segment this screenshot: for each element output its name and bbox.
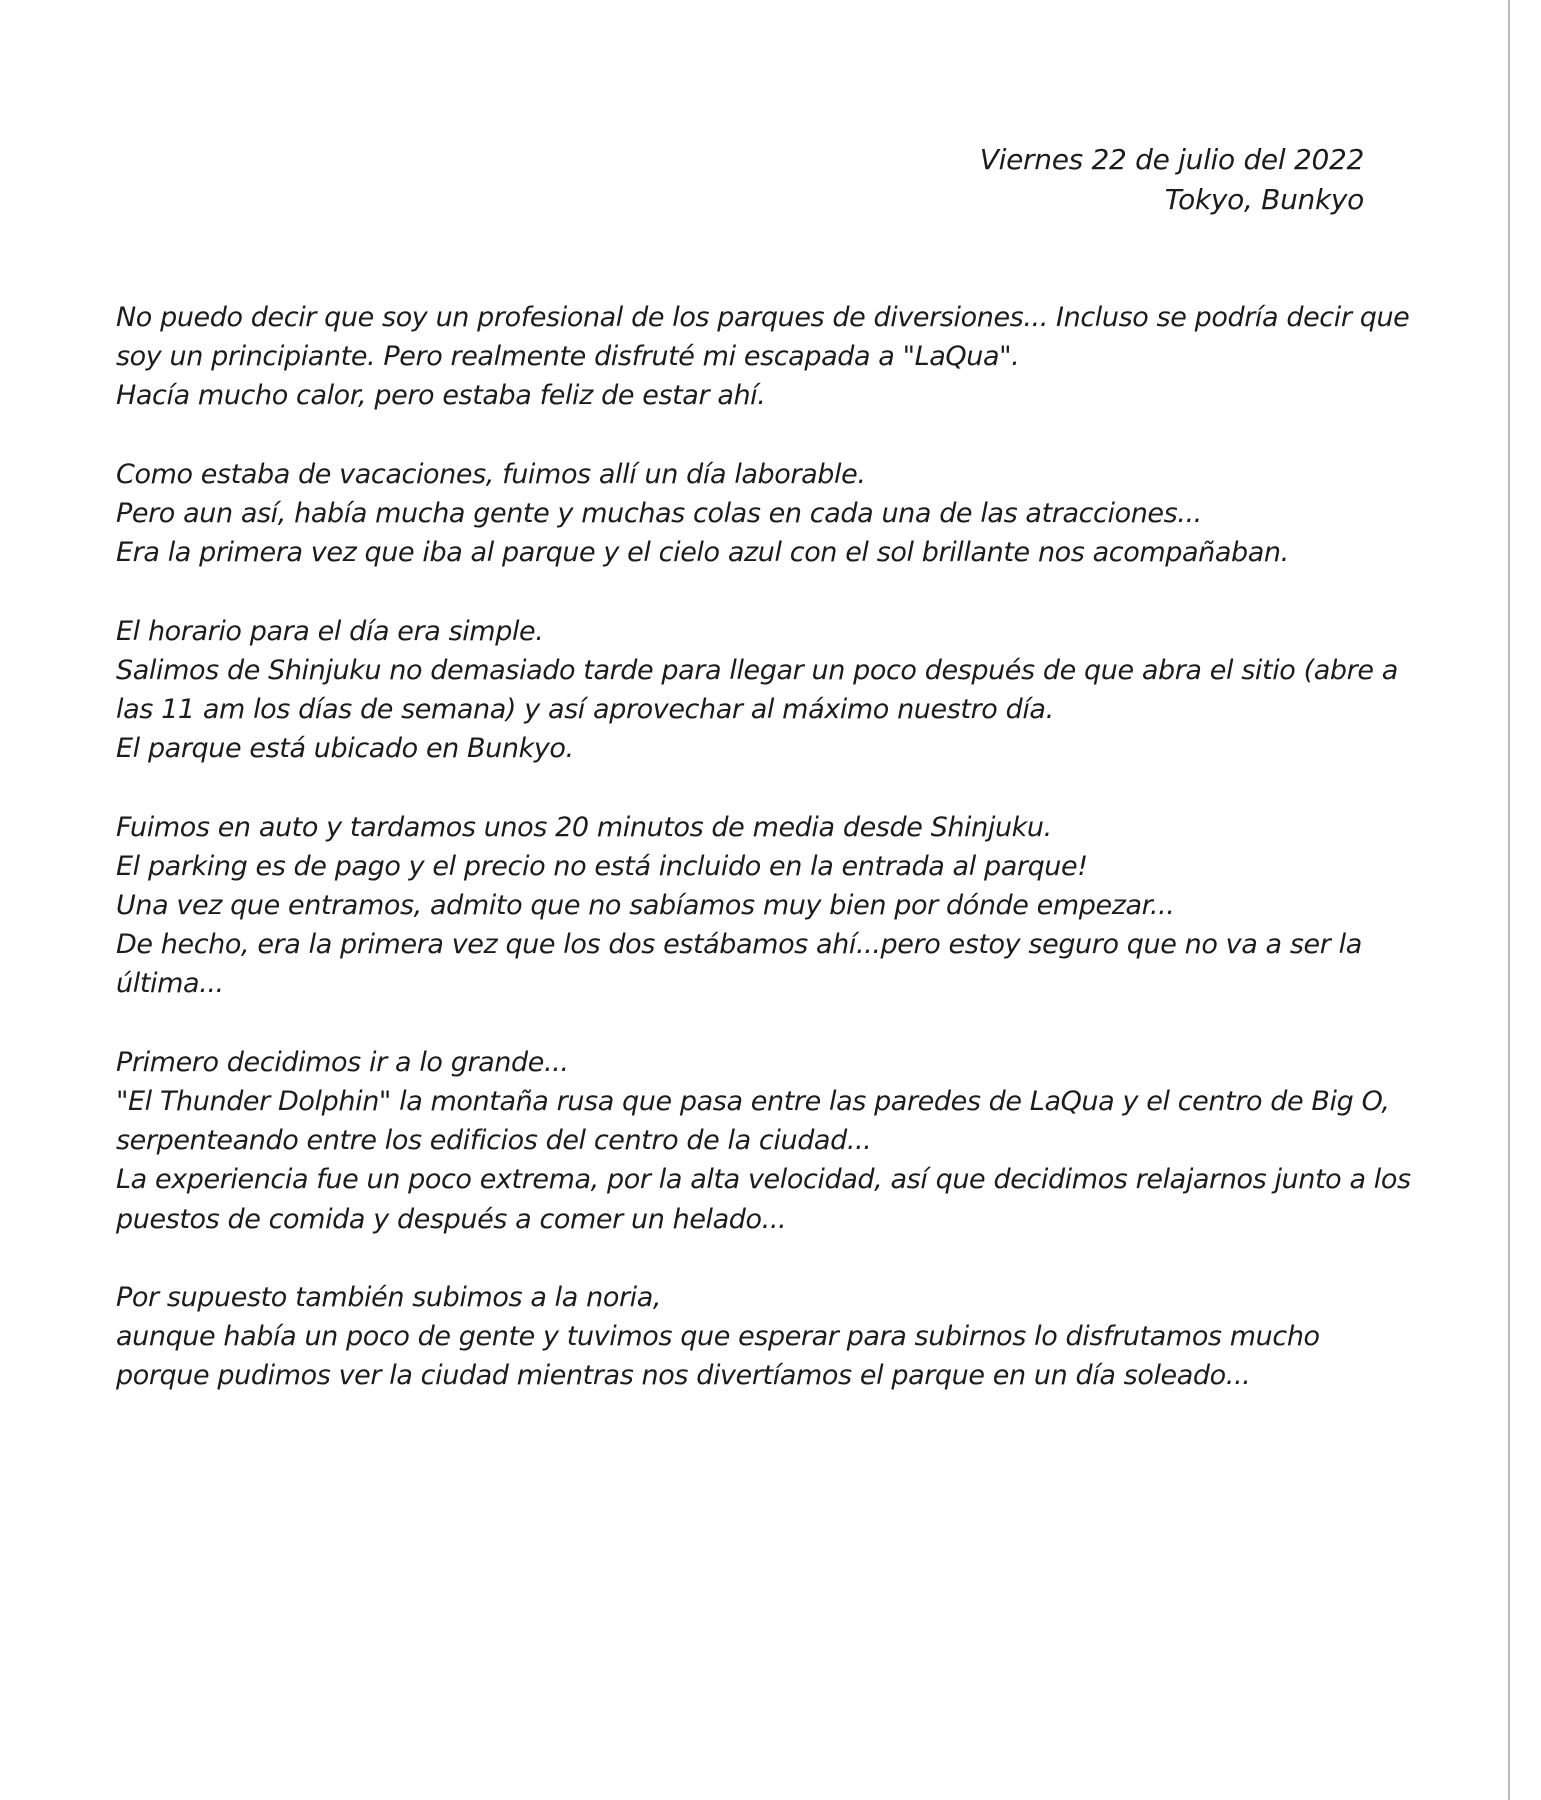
letter-header [980,140,1364,220]
text-line: porque pudimos ver la ciudad mientras nos divertíamos el parque en un día soleado... [116,1360,1251,1392]
text-line: Salimos de Shinjuku no demasiado tarde para llegar un poco después de que abra el sitio (abre a [116,654,1398,686]
paragraph-4 [116,808,1416,1004]
text-line: El parque está ubicado en Bunkyo. [116,733,574,765]
text-line: Primero decidimos ir a lo grande... [116,1046,569,1078]
text-line: Una vez que entramos, admito que no sabíamos muy bien por dónde empezar... [116,890,1175,921]
text-line: Fuimos en auto y tardamos unos 20 minutos de media desde Shinjuku. [116,811,1052,843]
paragraph-5 [116,1043,1416,1239]
text-line: El horario para el día era simple. [116,615,544,647]
text-line: última... [116,968,224,1000]
text-line: puestos de comida y después a comer un helado... [116,1203,787,1235]
text-line: La experiencia fue un poco extrema, por la alta velocidad, así que decidimos relajarnos junto a los [116,1164,1411,1196]
letter-body [116,298,1416,1435]
text-line: Como estaba de vacaciones, fuimos allí un día laborable. [116,458,866,490]
text-line: aunque había un poco de gente y tuvimos que esperar para subirnos lo disfrutamos mucho [116,1321,1320,1353]
text-line: serpenteando entre los edificios del centro de la ciudad... [116,1125,872,1157]
text-line: soy un principiante. Pero realmente disfruté mi escapada a "LaQua". [116,341,1020,373]
text-line: No puedo decir que soy un profesional de los parques de diversiones... Incluso se podría decir que [116,302,1410,333]
text-line: Por supuesto también subimos a la noria, [116,1282,662,1313]
paragraph-3 [116,612,1416,769]
text-line: El parking es de pago y el precio no está incluido en la entrada al parque! [116,850,1088,882]
text-line: las 11 am los días de semana) y así aprovechar al máximo nuestro día. [116,694,1054,725]
paragraph-6 [116,1278,1416,1396]
text-line: Era la primera vez que iba al parque y el cielo azul con el sol brillante nos acompañaban. [116,537,1289,569]
letter-date: Viernes 22 de julio del 2022 [979,143,1364,176]
text-line: De hecho, era la primera vez que los dos estábamos ahí...pero estoy seguro que no va a ser la [116,929,1362,961]
page-margin [1510,0,1541,1800]
paragraph-1 [116,298,1416,416]
letter-location: Tokyo, Bunkyo [1164,183,1364,216]
text-line: Hacía mucho calor, pero estaba feliz de estar ahí. [116,380,766,412]
text-line: Pero aun así, había mucha gente y muchas colas en cada una de las atracciones... [116,498,1202,529]
paragraph-2 [116,455,1416,573]
text-line: "El Thunder Dolphin" la montaña rusa que pasa entre las paredes de LaQua y el centro de Big O, [116,1086,1390,1117]
